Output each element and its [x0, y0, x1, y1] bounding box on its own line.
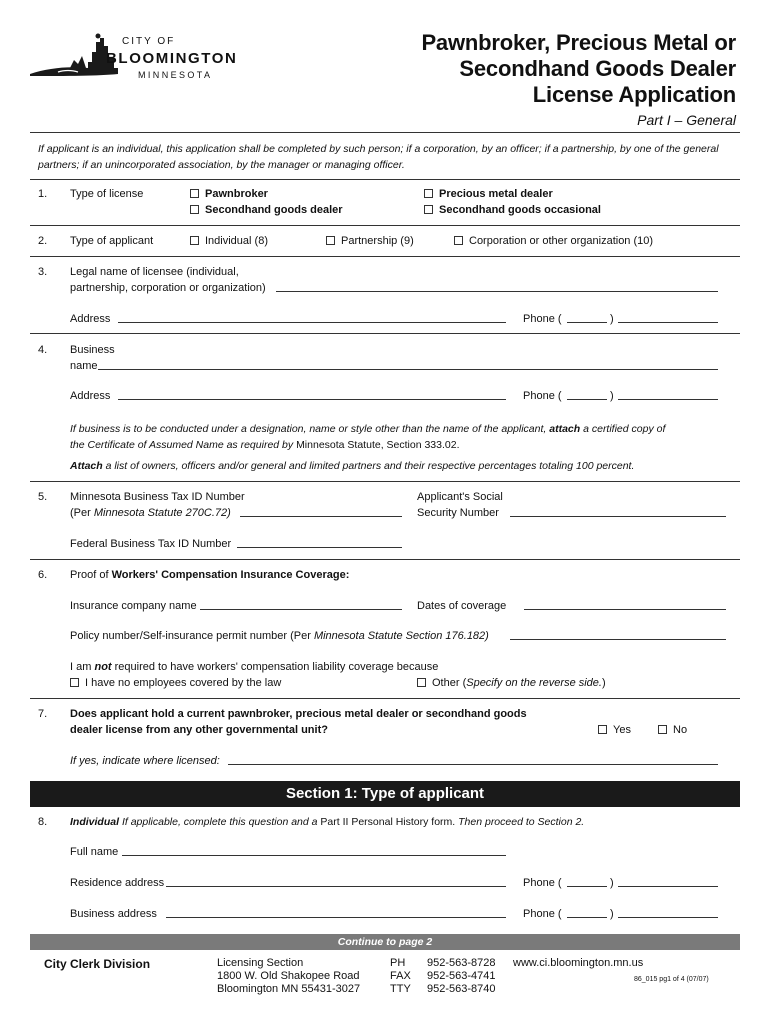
- q1-number: 1.: [38, 188, 48, 200]
- footer-address: [217, 957, 360, 996]
- q6-number: 6.: [38, 569, 48, 581]
- policy-statute: Minnesota Statute Section 176.182): [313, 630, 489, 642]
- website-link[interactable]: www.ci.bloomington.mn.us: [513, 957, 644, 969]
- note-text: a list of owners, officers and/or general and limited partners and their respective percentages totaling 100 percent.: [105, 460, 635, 472]
- q4-label-1: Business: [70, 344, 115, 356]
- ph-number: 952-563-8728: [427, 957, 496, 969]
- not-required-text: I am: [70, 661, 92, 673]
- note-text: If business is to be conducted under a designation, name or style other than the name of the applicant,: [70, 423, 547, 435]
- tty-number: 952-563-8740: [427, 983, 496, 995]
- licensed-where-field[interactable]: [228, 755, 718, 765]
- ssn-label-1: Applicant's Social: [417, 491, 503, 503]
- continue-bar: Continue to page 2: [30, 934, 740, 950]
- city-logo: [28, 28, 268, 90]
- checkbox-icon[interactable]: [326, 236, 335, 245]
- option-no[interactable]: [658, 724, 687, 736]
- q5-statute: Minnesota Statute 270C.72): [93, 507, 231, 519]
- ph-label: PH: [390, 957, 406, 969]
- divider: [30, 225, 740, 226]
- q4-phone-field[interactable]: [618, 390, 718, 400]
- option-label: Yes: [613, 724, 631, 736]
- checkbox-icon[interactable]: [417, 678, 426, 687]
- residence-phone-area-field[interactable]: [567, 877, 607, 887]
- q8-number: 8.: [38, 816, 48, 828]
- option-label: Other (: [432, 677, 467, 689]
- q8-label-text: If applicable, complete this question and a: [121, 816, 318, 828]
- q1-label: Type of license: [70, 188, 144, 200]
- address-line-1: Licensing Section: [217, 957, 304, 969]
- business-phone-close: ): [610, 908, 614, 920]
- option-label: Secondhand goods dealer: [205, 204, 343, 216]
- policy-label-text: Policy number/Self-insurance permit number (Per: [70, 630, 311, 642]
- q4-label-2: name: [70, 360, 98, 372]
- divider: [30, 333, 740, 334]
- fax-number: 952-563-4741: [427, 970, 496, 982]
- insurer-label: Insurance company name: [70, 600, 197, 612]
- option-secondhand-occasional[interactable]: [424, 204, 601, 216]
- logo-city-of: CITY OF: [122, 36, 176, 47]
- residence-phone-field[interactable]: [618, 877, 718, 887]
- business-address-field[interactable]: [166, 908, 506, 918]
- assumed-name-note: [70, 421, 730, 453]
- dates-field[interactable]: [524, 600, 726, 610]
- logo-minnesota: MINNESOTA: [138, 70, 213, 80]
- footer-phone-labels: [390, 957, 411, 996]
- q2-number: 2.: [38, 235, 48, 247]
- q8-form-name: Part II Personal History form.: [320, 816, 456, 828]
- section-1-header: Section 1: Type of applicant: [30, 781, 740, 807]
- federal-tax-label: Federal Business Tax ID Number: [70, 538, 232, 550]
- form-title: [421, 30, 736, 108]
- q4-address-label: Address: [70, 390, 111, 402]
- q3-phone-label: Phone (: [523, 313, 562, 325]
- ssn-field[interactable]: [510, 507, 726, 517]
- q5-label-2: [70, 507, 231, 519]
- policy-label: [70, 630, 489, 642]
- city-clerk-division: City Clerk Division: [44, 957, 151, 971]
- policy-field[interactable]: [510, 630, 726, 640]
- option-other[interactable]: [417, 677, 606, 689]
- q3-address-field[interactable]: [118, 313, 506, 323]
- option-label: Corporation or other organization (10): [469, 235, 654, 247]
- option-corporation[interactable]: [454, 235, 653, 247]
- checkbox-icon[interactable]: [70, 678, 79, 687]
- q3-label-1: Legal name of licensee (individual,: [70, 266, 239, 278]
- title-line-1: Pawnbroker, Precious Metal or: [421, 30, 736, 55]
- q3-phone-area-field[interactable]: [567, 313, 607, 323]
- q6-label-text: Proof of: [70, 569, 109, 581]
- business-phone-label: Phone (: [523, 908, 562, 920]
- divider: [30, 698, 740, 699]
- q7-question-1: Does applicant hold a current pawnbroker, precious metal dealer or secondhand goods: [70, 708, 527, 720]
- q5-label-text: (Per: [70, 507, 91, 519]
- full-name-field[interactable]: [122, 846, 506, 856]
- footer-phone-numbers: [427, 957, 496, 996]
- note-text: a certified copy of: [583, 423, 666, 435]
- q3-phone-close: ): [610, 313, 614, 325]
- option-label: I have no employees covered by the law: [85, 677, 282, 689]
- option-label: Partnership (9): [341, 235, 414, 247]
- q5-number: 5.: [38, 491, 48, 503]
- title-line-2: Secondhand Goods Dealer: [459, 56, 736, 81]
- option-precious-metal[interactable]: [424, 188, 553, 200]
- note-statute: Minnesota Statute, Section 333.02.: [296, 439, 460, 451]
- not-required-emphasis: not: [94, 661, 112, 673]
- q7-question-2: dealer license from any other governmental unit?: [70, 724, 328, 736]
- checkbox-icon[interactable]: [658, 725, 667, 734]
- divider: [30, 179, 740, 180]
- option-label: Precious metal dealer: [439, 188, 553, 200]
- federal-tax-field[interactable]: [237, 538, 402, 548]
- not-required-text: required to have workers' compensation liability coverage because: [114, 661, 439, 673]
- title-line-3: License Application: [532, 82, 736, 107]
- tty-label: TTY: [390, 983, 411, 995]
- q5-label-1: Minnesota Business Tax ID Number: [70, 491, 245, 503]
- q4-address-field[interactable]: [118, 390, 506, 400]
- residence-label: Residence address: [70, 877, 165, 889]
- option-no-employees[interactable]: [70, 677, 281, 689]
- q8-label-text: Then proceed to Section 2.: [458, 816, 585, 828]
- checkbox-icon[interactable]: [190, 236, 199, 245]
- q4-phone-close: ): [610, 390, 614, 402]
- mn-tax-id-field[interactable]: [240, 507, 402, 517]
- note-text: the Certificate of Assumed Name as required by: [70, 439, 294, 451]
- q8-label-emphasis: Individual: [70, 816, 120, 828]
- option-label-italic: Specify on the reverse side.: [466, 677, 602, 689]
- business-address-label: Business address: [70, 908, 157, 920]
- option-yes[interactable]: [598, 724, 631, 736]
- option-label: Individual (8): [205, 235, 268, 247]
- q6-label: [70, 569, 349, 581]
- checkbox-icon[interactable]: [190, 189, 199, 198]
- form-code: 86_015 pg1 of 4 (07/07): [634, 976, 709, 983]
- q8-label: [70, 816, 584, 828]
- q3-address-label: Address: [70, 313, 111, 325]
- option-pawnbroker[interactable]: [190, 188, 268, 200]
- option-label: Pawnbroker: [205, 188, 268, 200]
- logo-bloomington: BLOOMINGTON: [106, 50, 238, 67]
- if-yes-label: If yes, indicate where licensed:: [70, 755, 220, 767]
- intro-text: If applicant is an individual, this application shall be completed by such person; if a corporation, by an officer; if a partnership, by one of the general partners; if an unincorporated association, by the manager or managing officer.: [38, 143, 719, 171]
- q7-number: 7.: [38, 708, 48, 720]
- legal-name-field[interactable]: [276, 282, 718, 292]
- residence-phone-label: Phone (: [523, 877, 562, 889]
- checkbox-icon[interactable]: [190, 205, 199, 214]
- address-line-3: Bloomington MN 55431-3027: [217, 983, 361, 995]
- divider: [30, 256, 740, 257]
- business-phone-field[interactable]: [618, 908, 718, 918]
- q3-phone-field[interactable]: [618, 313, 718, 323]
- insurer-field[interactable]: [200, 600, 402, 610]
- q6-label-emphasis: Workers' Compensation Insurance Coverage:: [111, 569, 350, 581]
- residence-phone-close: ): [610, 877, 614, 889]
- q2-label: Type of applicant: [70, 235, 154, 247]
- checkbox-icon[interactable]: [424, 205, 433, 214]
- full-name-label: Full name: [70, 846, 119, 858]
- q3-label-2: partnership, corporation or organization): [70, 282, 266, 294]
- divider: [30, 481, 740, 482]
- checkbox-icon[interactable]: [598, 725, 607, 734]
- checkbox-icon[interactable]: [424, 189, 433, 198]
- option-partnership[interactable]: [326, 235, 414, 247]
- not-required-label: [70, 661, 438, 673]
- part-label: Part I – General: [637, 112, 736, 128]
- q4-number: 4.: [38, 344, 48, 356]
- ssn-label-2: Security Number: [417, 507, 499, 519]
- option-individual[interactable]: [190, 235, 268, 247]
- option-label: No: [673, 724, 688, 736]
- business-name-field[interactable]: [98, 360, 718, 370]
- owners-note: [70, 460, 634, 472]
- option-label: Secondhand goods occasional: [439, 204, 601, 216]
- q4-phone-area-field[interactable]: [567, 390, 607, 400]
- option-label: ): [601, 677, 606, 689]
- note-emphasis: Attach: [70, 460, 103, 472]
- option-secondhand-dealer[interactable]: [190, 204, 343, 216]
- business-phone-area-field[interactable]: [567, 908, 607, 918]
- dates-label: Dates of coverage: [417, 600, 507, 612]
- checkbox-icon[interactable]: [454, 236, 463, 245]
- note-emphasis: attach: [549, 423, 581, 435]
- header-divider: [30, 132, 740, 133]
- address-line-2: 1800 W. Old Shakopee Road: [217, 970, 360, 982]
- residence-field[interactable]: [166, 877, 506, 887]
- fax-label: FAX: [390, 970, 411, 982]
- q3-number: 3.: [38, 266, 48, 278]
- q4-phone-label: Phone (: [523, 390, 562, 402]
- divider: [30, 559, 740, 560]
